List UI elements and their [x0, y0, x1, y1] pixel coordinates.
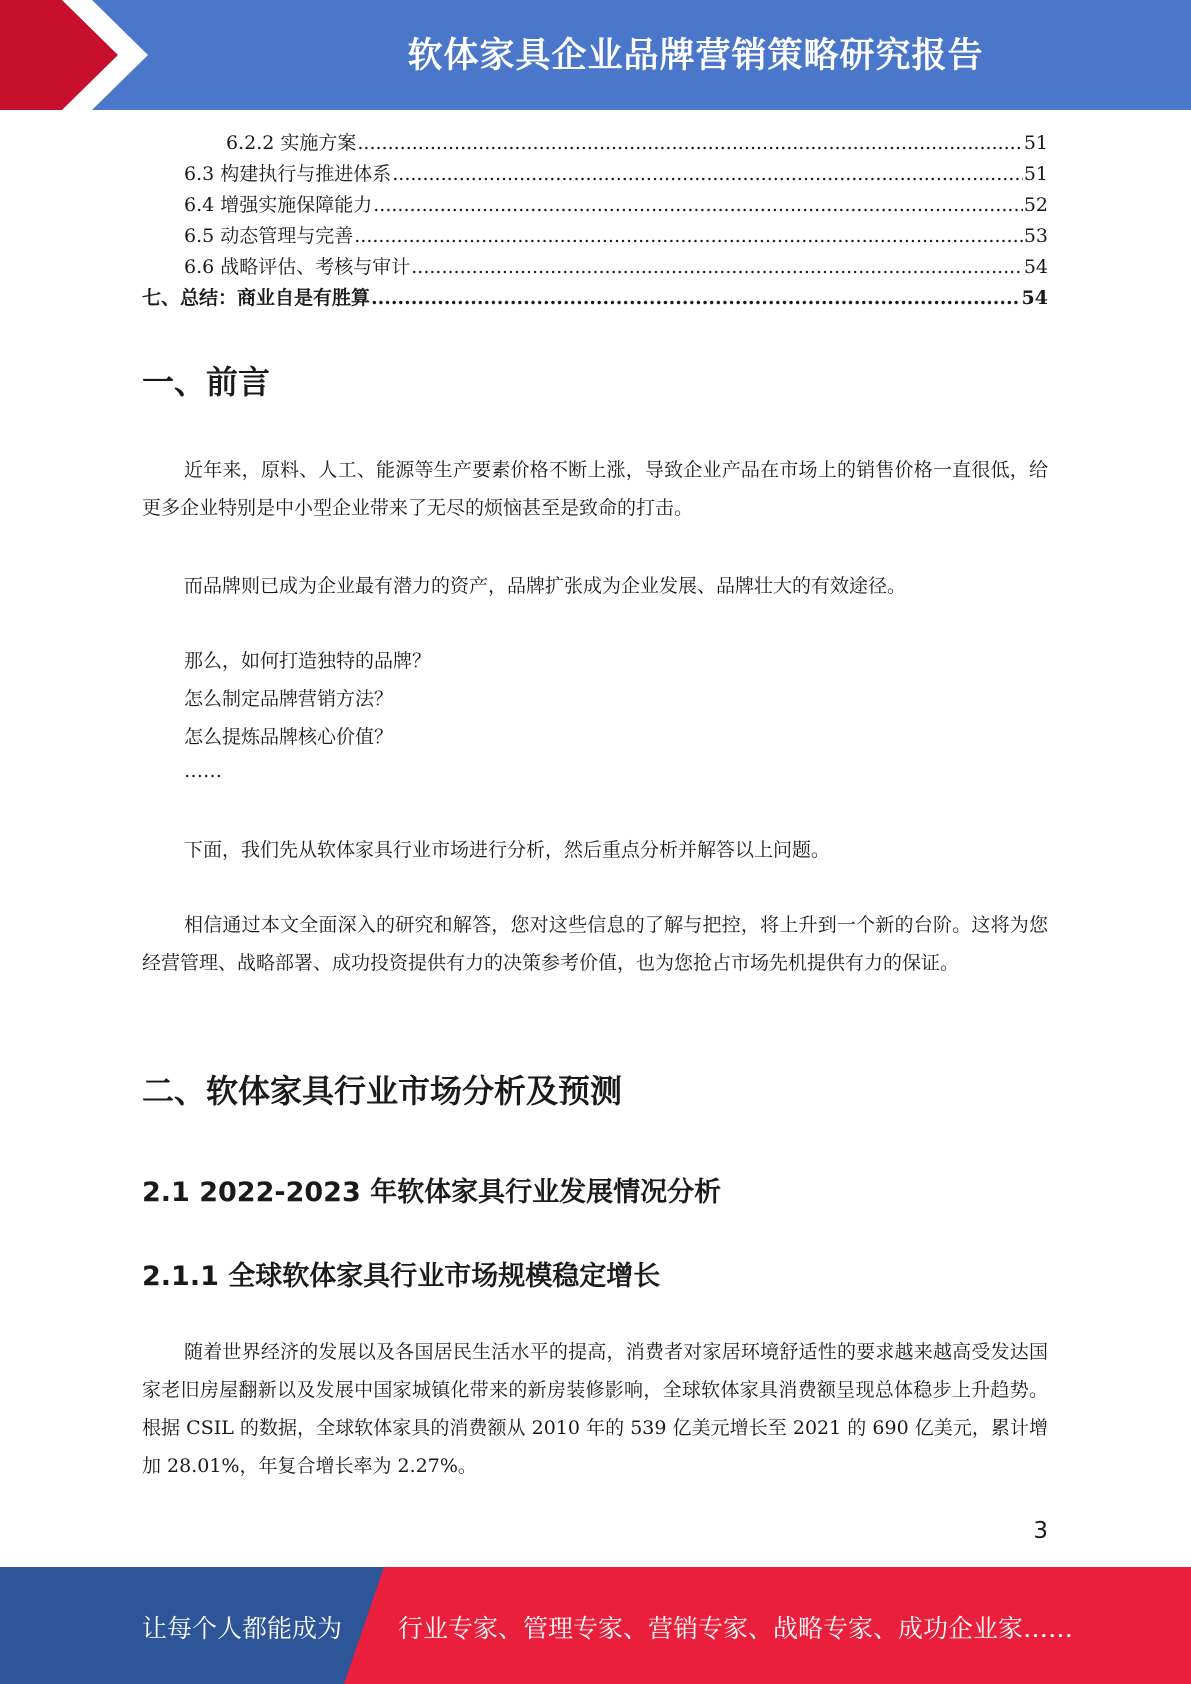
paragraph: 随着世界经济的发展以及各国居民生活水平的提高，消费者对家居环境舒适性的要求越来越高受发达国家老旧房屋翻新以及发展中国家城镇化带来的新房装修影响，全球软体家具消费额呈现总体稳步上升趋势。根据 CSIL 的数据，全球软体家具的消费额从 2010 年的 539 亿美元增长至 2021 的 690 亿美元，累计增加 28.01%，年复合增长率为 2.27%。 [142, 1341, 1048, 1477]
toc-entry-page: 52 [1023, 194, 1048, 216]
toc-leader-dots [357, 128, 1022, 159]
section-heading-market-analysis: 二、软体家具行业市场分析及预测 [142, 1072, 623, 1110]
toc-entry[interactable] [142, 252, 1048, 283]
toc-leader-dots [373, 190, 1023, 221]
toc-entry-page: 54 [1021, 287, 1048, 309]
paragraph: 下面，我们先从软体家具行业市场进行分析，然后重点分析并解答以上问题。 [184, 839, 831, 861]
paragraph: 近年来，原料、人工、能源等生产要素价格不断上涨，导致企业产品在市场上的销售价格一直很低，给更多企业特别是中小型企业带来了无尽的烦恼甚至是致命的打击。 [142, 459, 1048, 519]
toc-entry-label: 6.2.2 实施方案 [226, 132, 357, 154]
toc-entry[interactable] [142, 159, 1048, 190]
footer-slogan-left: 让每个人都能成为 [142, 1614, 343, 1643]
paragraph: 相信通过本文全面深入的研究和解答，您对这些信息的了解与把控，将上升到一个新的台阶。这将为您经营管理、战略部署、成功投资提供有力的决策参考价值，也为您抢占市场先机提供有力的保证。 [142, 914, 1048, 974]
toc-entry[interactable] [142, 128, 1048, 159]
page-header [0, 0, 1191, 110]
question-line: 那么，如何打造独特的品牌？ [184, 650, 432, 672]
toc-entry-label: 6.5 动态管理与完善 [184, 225, 354, 247]
toc-entry-page: 53 [1023, 225, 1048, 247]
table-of-contents [142, 128, 1048, 314]
paragraph: 而品牌则已成为企业最有潜力的资产，品牌扩张成为企业发展、品牌壮大的有效途径。 [184, 575, 907, 597]
toc-leader-dots [371, 283, 1021, 314]
toc-leader-dots [411, 252, 1023, 283]
question-line: 怎么提炼品牌核心价值？ [184, 726, 394, 748]
report-title: 软体家具企业品牌营销策略研究报告 [407, 36, 984, 76]
toc-leader-dots [354, 221, 1023, 252]
page-number: 3 [1033, 1518, 1048, 1544]
toc-entry[interactable] [142, 221, 1048, 252]
toc-entry-label: 6.3 构建执行与推进体系 [184, 163, 392, 185]
subsection-heading: 2.1 2022-2023 年软体家具行业发展情况分析 [142, 1177, 722, 1208]
toc-leader-dots [392, 159, 1023, 190]
question-line: 怎么制定品牌营销方法？ [184, 688, 394, 710]
toc-entry-page: 54 [1023, 256, 1048, 278]
toc-entry-page: 51 [1023, 163, 1048, 185]
toc-entry-label: 6.4 增强实施保障能力 [184, 194, 373, 216]
toc-entry-label: 6.6 战略评估、考核与审计 [184, 256, 411, 278]
toc-entry-chapter[interactable] [142, 283, 1048, 314]
footer-slogan-right: 行业专家、管理专家、营销专家、战略专家、成功企业家…… [398, 1614, 1074, 1643]
section-heading-preface: 一、前言 [142, 363, 271, 401]
page-footer [0, 1567, 1191, 1684]
toc-entry-page: 51 [1023, 132, 1048, 154]
subsection-heading: 2.1.1 全球软体家具行业市场规模稳定增长 [142, 1261, 661, 1292]
toc-entry-label: 七、总结：商业自是有胜算 [142, 287, 371, 309]
ellipsis: …… [184, 760, 222, 782]
toc-entry[interactable] [142, 190, 1048, 221]
